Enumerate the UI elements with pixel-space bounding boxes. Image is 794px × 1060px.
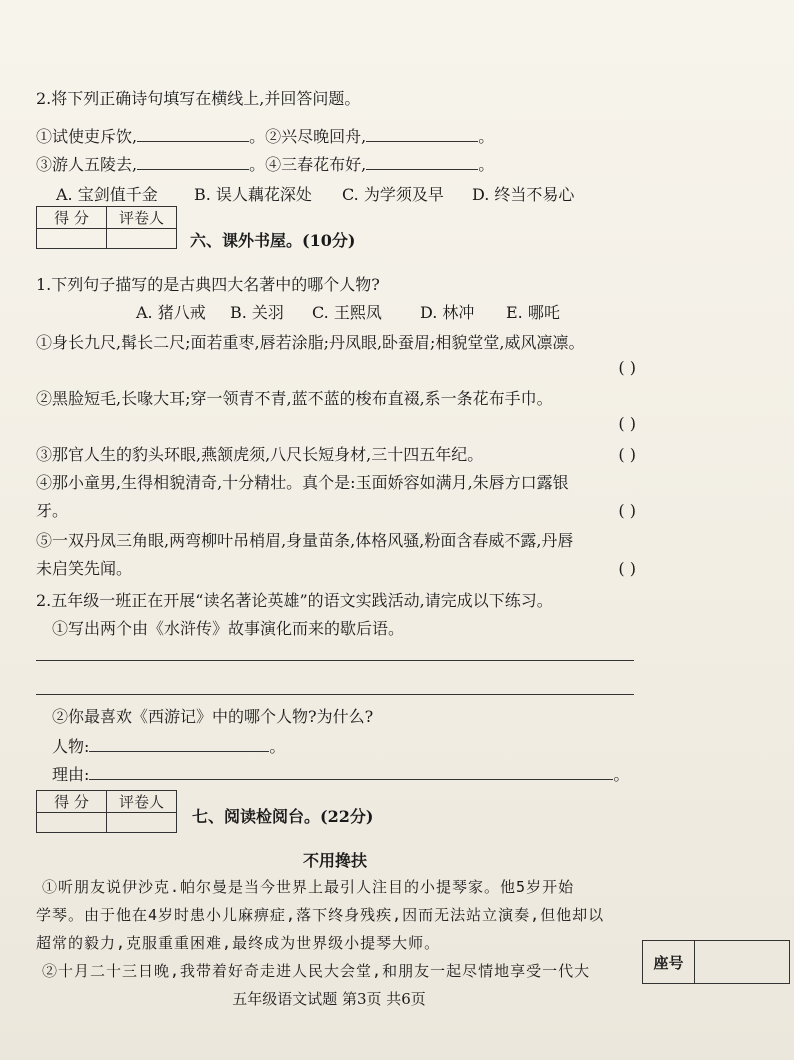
s6-q2-sub2: ②你最喜欢《西游记》中的哪个人物?为什么?	[52, 707, 374, 726]
q2-line1-a: ①试使吏斥饮,	[36, 127, 138, 146]
renwu-blank[interactable]	[89, 736, 269, 752]
blank-2[interactable]	[366, 126, 478, 142]
score-label: 得 分	[37, 791, 107, 813]
grader-label: 评卷人	[107, 791, 177, 813]
q2-line2-a: ③游人五陵去,	[36, 155, 138, 174]
s6-answer-paren-3[interactable]: ( )	[618, 445, 636, 464]
s6-answer-paren-2[interactable]: ( )	[618, 414, 636, 433]
s6-answer-paren-1[interactable]: ( )	[618, 358, 636, 377]
s6-item-3: ③那官人生的豹头环眼,燕颔虎须,八尺长短身材,三十四五年纪。	[36, 445, 484, 464]
q2-option-a: A. 宝剑值千金	[56, 185, 158, 204]
q2-option-c: C. 为学须及早	[342, 185, 444, 204]
liyou-end: 。	[613, 765, 630, 784]
s6-option-c: C. 王熙凤	[312, 303, 382, 322]
score-label: 得 分	[37, 207, 107, 229]
score-cell[interactable]	[37, 813, 107, 833]
q2-option-d: D. 终当不易心	[472, 185, 575, 204]
page-footer: 五年级语文试题 第3页 共6页	[232, 990, 426, 1008]
s6-q2-stem: 2.五年级一班正在开展“读名著论英雄”的语文实践活动,请完成以下练习。	[36, 591, 553, 610]
score-cell[interactable]	[37, 229, 107, 249]
s6-item-4-end: 牙。	[36, 501, 69, 520]
s6-item-4-cont	[36, 500, 636, 522]
section6-title: 六、课外书屋。(10分)	[190, 231, 356, 250]
seat-number-cell[interactable]	[695, 941, 789, 983]
q2-line1-b: 。②兴尽晚回舟,	[249, 127, 367, 146]
s6-option-b: B. 关羽	[230, 303, 284, 322]
s6-item-5-cont	[36, 558, 636, 580]
answer-line-1[interactable]	[36, 660, 634, 661]
essay-p1-l2: 学琴。由于他在4岁时患小儿麻痹症,落下终身残疾,因而无法站立演奏,但他却以	[36, 906, 605, 924]
s6-q1-stem: 1.下列句子描写的是古典四大名著中的哪个人物?	[36, 275, 380, 294]
s6-item-4: ④那小童男,生得相貌清奇,十分精壮。真个是:玉面娇容如满月,朱唇方口露银	[36, 473, 569, 492]
answer-line-2[interactable]	[36, 694, 634, 695]
seat-number-box	[642, 940, 790, 984]
liyou-label: 理由:	[52, 765, 90, 784]
q2-stem: 2.将下列正确诗句填写在横线上,并回答问题。	[36, 89, 361, 108]
q2-line2-end: 。	[478, 155, 495, 174]
seat-label: 座号	[643, 941, 695, 983]
section7-title: 七、阅读检阅台。(22分)	[192, 807, 374, 826]
s6-item-5-end: 未启笑先闻。	[36, 559, 133, 578]
s6-option-d: D. 林冲	[420, 303, 475, 322]
score-box-7	[36, 790, 177, 833]
blank-1[interactable]	[137, 126, 249, 142]
score-box-6	[36, 206, 177, 249]
s6-option-a: A. 猪八戒	[136, 303, 206, 322]
blank-3[interactable]	[137, 154, 249, 170]
s6-item-3-row	[36, 444, 636, 466]
grader-cell[interactable]	[107, 229, 177, 249]
q2-line2-b: 。④三春花布好,	[249, 155, 367, 174]
q2-line2	[36, 154, 494, 176]
q2-line1-end: 。	[478, 127, 495, 146]
s6-q2-sub1: ①写出两个由《水浒传》故事演化而来的歇后语。	[52, 619, 405, 638]
q2-option-b: B. 误人藕花深处	[194, 185, 312, 204]
essay-p1-l3: 超常的毅力,克服重重困难,最终成为世界级小提琴大师。	[36, 934, 441, 952]
essay-p1-l1: ①听朋友说伊沙克.帕尔曼是当今世界上最引人注目的小提琴家。他5岁开始	[42, 878, 575, 896]
q2-line1	[36, 126, 494, 148]
liyou-blank[interactable]	[89, 764, 613, 780]
liyou-row	[52, 764, 629, 786]
s6-answer-paren-5[interactable]: ( )	[618, 559, 636, 578]
s6-item-1: ①身长九尺,髯长二尺;面若重枣,唇若涂脂;丹凤眼,卧蚕眉;相貌堂堂,威风凛凛。	[36, 333, 585, 352]
s6-item-5: ⑤一双丹凤三角眼,两弯柳叶吊梢眉,身量苗条,体格风骚,粉面含春威不露,丹唇	[36, 531, 574, 550]
s6-answer-paren-4[interactable]: ( )	[618, 501, 636, 520]
essay-title: 不用搀扶	[302, 851, 367, 870]
grader-label: 评卷人	[107, 207, 177, 229]
s6-option-e: E. 哪吒	[506, 303, 560, 322]
essay-p2-l1: ②十月二十三日晚,我带着好奇走进人民大会堂,和朋友一起尽情地享受一代大	[42, 962, 591, 980]
renwu-row	[52, 736, 285, 758]
renwu-label: 人物:	[52, 737, 90, 756]
blank-4[interactable]	[366, 154, 478, 170]
s6-item-2: ②黑脸短毛,长喙大耳;穿一领青不青,蓝不蓝的梭布直裰,系一条花布手巾。	[36, 389, 553, 408]
grader-cell[interactable]	[107, 813, 177, 833]
renwu-end: 。	[269, 737, 286, 756]
